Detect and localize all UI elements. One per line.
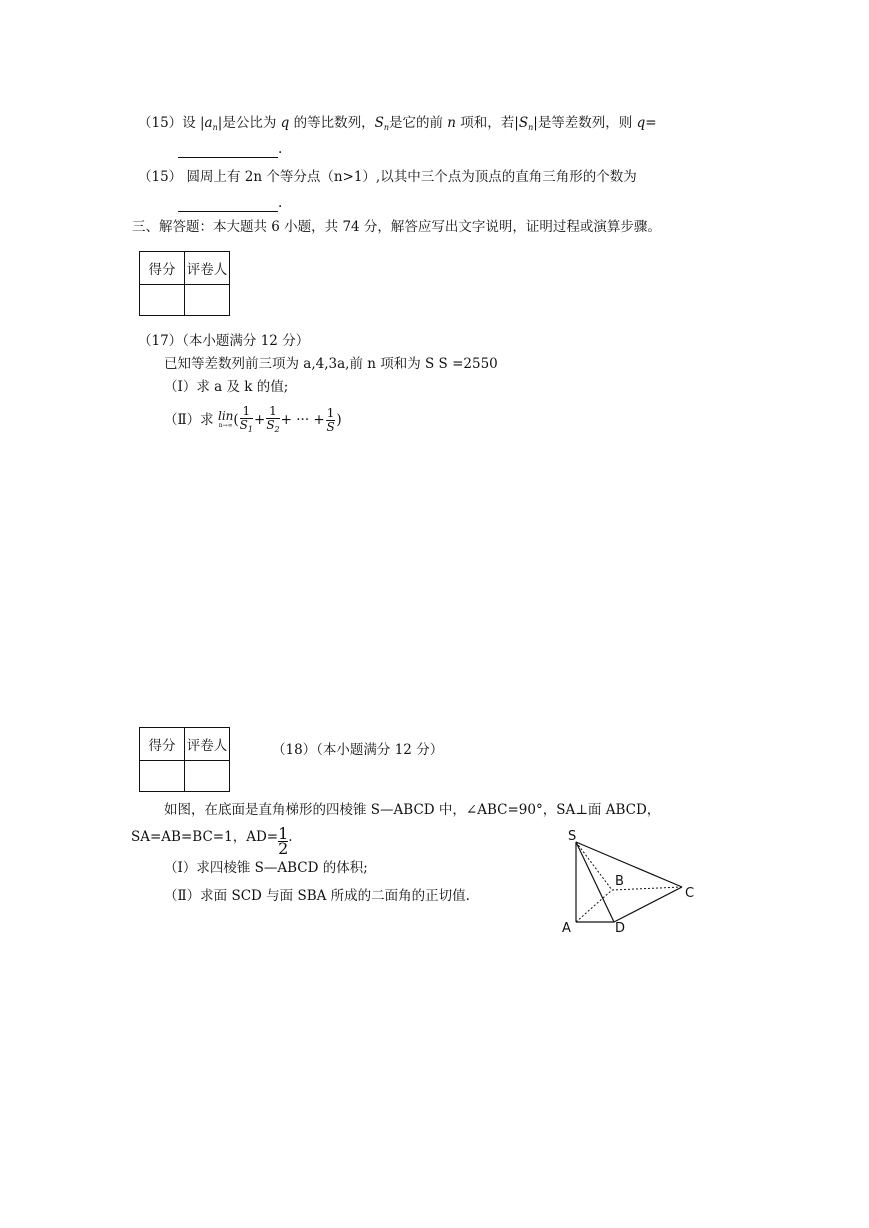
score-label: 得分 — [140, 728, 185, 761]
question-17-given: 已知等差数列前三项为 a,4,3a,前 n 项和为 S S =2550 — [164, 356, 498, 372]
edge-sc — [576, 842, 682, 887]
question-18-part2: （Ⅱ）求面 SCD 与面 SBA 所成的二面角的正切值. — [164, 888, 470, 904]
abs-s-n: $|S_n|$ — [514, 115, 538, 132]
answer-blank-15a: . — [178, 140, 282, 158]
question-18-part1: （Ⅰ）求四棱锥 S—ABCD 的体积; — [164, 860, 368, 876]
section-3-heading: 三、解答题：本大题共 6 小题，共 74 分，解答应写出文字说明，证明过程或演算步骤。 — [132, 219, 661, 235]
label-s: S — [568, 829, 577, 844]
grader-cell — [185, 761, 230, 792]
edge-dc — [614, 887, 682, 922]
grader-label: 评卷人 — [185, 728, 230, 761]
score-table-17 — [139, 251, 230, 316]
grader-label: 评卷人 — [185, 252, 230, 285]
question-18-header: （18）（本小题满分 12 分） — [272, 742, 444, 758]
question-17-header: （17）（本小题满分 12 分） — [138, 333, 310, 349]
question-17-part1: （Ⅰ）求 a 及 k 的值; — [164, 379, 289, 395]
answer-blank-15b: . — [178, 194, 282, 212]
fraction-1-sn: $\frac{1}{S}$ — [326, 406, 335, 434]
limit-expression: lin n→∞ — [217, 408, 234, 429]
question-17-part2: （Ⅱ）求 lin n→∞ ( $\frac{1}{S_1}$ + $\frac{1}{S_2}$ + ··· + $\frac{1}{S}$ ) — [164, 404, 342, 434]
question-15a: （15）设 $|a_n|$是公比为 q 的等比数列，$S_n$是它的前 n 项和，若$|S_n|$是等差数列，则 q= — [138, 115, 657, 132]
grader-cell — [185, 285, 230, 316]
fraction-1-s1: $\frac{1}{S_1}$ — [239, 404, 253, 434]
score-table-18 — [139, 727, 230, 792]
question-15b: （15） 圆周上有 2n 个等分点（n>1）,以其中三个点为顶点的直角三角形的个数为 — [138, 169, 637, 185]
score-cell — [140, 285, 185, 316]
label-c: C — [685, 886, 695, 901]
label-d: D — [615, 921, 626, 936]
question-18-line2: SA=AB=BC=1，AD= $\frac{1}{2}$ . — [131, 823, 293, 858]
score-label: 得分 — [140, 252, 185, 285]
pyramid-figure — [556, 826, 706, 938]
question-18-line1: 如图，在底面是直角梯形的四棱锥 S—ABCD 中，∠ABC=90°，SA⊥面 ABCD， — [164, 802, 661, 818]
label-a: A — [562, 921, 571, 936]
edge-sd — [576, 842, 614, 922]
abs-a-n: $|a_n|$ — [199, 115, 223, 132]
fraction-one-half: $\frac{1}{2}$ — [278, 823, 289, 858]
score-cell — [140, 761, 185, 792]
fraction-1-s2: $\frac{1}{S_2}$ — [266, 404, 280, 434]
label-b: B — [615, 874, 624, 889]
